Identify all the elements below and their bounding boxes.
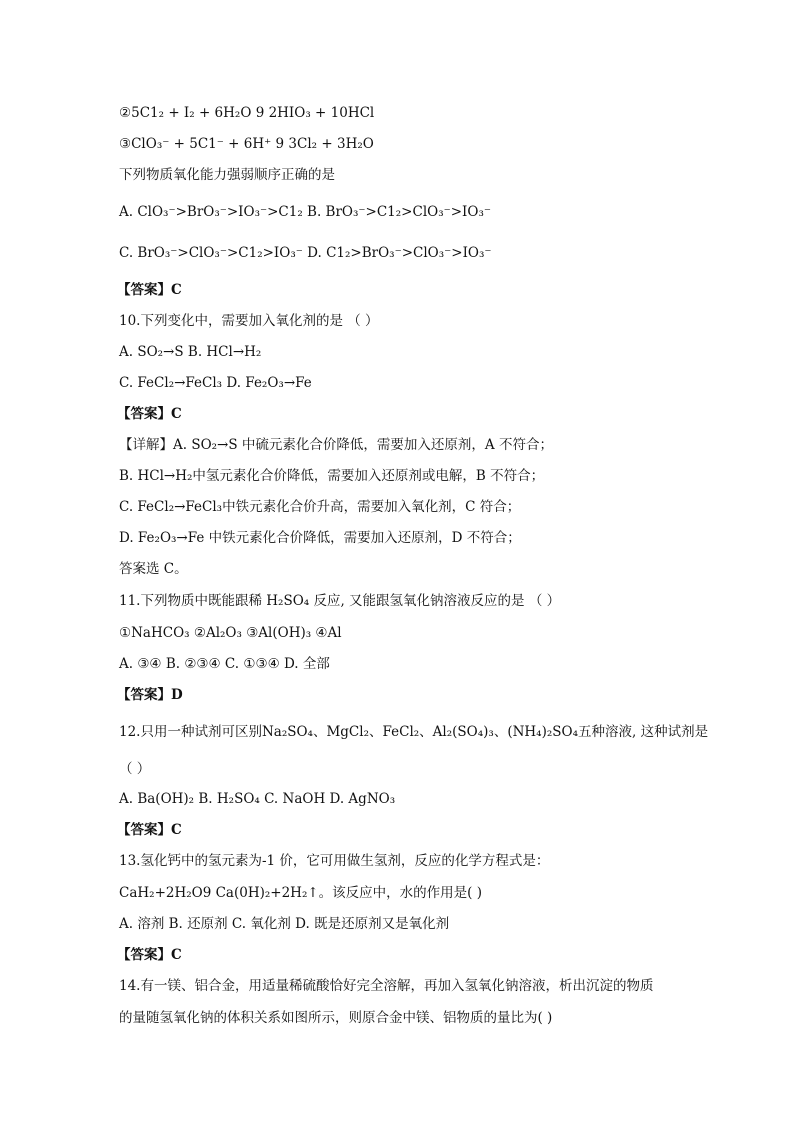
options: A. 溶剂 B. 还原剂 C. 氧化剂 D. 既是还原剂又是氧化剂 xyxy=(119,916,450,932)
question-14: 14.有一镁、铝合金，用适量稀硫酸恰好完全溶解，再加入氢氧化钠溶液，析出沉淀的物质 xyxy=(119,978,654,994)
options: A. Ba(OH)₂ B. H₂SO₄ C. NaOH D. AgNO₃ xyxy=(119,791,396,807)
conclusion: 答案选 C。 xyxy=(119,561,188,577)
equation-2: ②5C1₂ + I₂ + 6H₂O 9 2HIO₃ + 10HCl xyxy=(119,105,375,121)
question-14-cont: 的量随氢氧化钠的体积关系如图所示，则原合金中镁、铝物质的量比为( ) xyxy=(119,1010,553,1026)
question-11: 11.下列物质中既能跟稀 H₂SO₄ 反应, 又能跟氢氧化钠溶液反应的是 （ ） xyxy=(119,593,561,609)
question-13: 13.氢化钙中的氢元素为-1 价，它可用做生氢剂，反应的化学方程式是： xyxy=(119,853,550,869)
explanation-line: C. FeCl₂→FeCl₃中铁元素化合价升高，需要加入氧化剂，C 符合； xyxy=(119,499,521,515)
options-ab: A. SO₂→S B. HCl→H₂ xyxy=(119,344,262,360)
answer: 【答案】C xyxy=(117,947,182,963)
question-12-bracket: （ ） xyxy=(119,761,151,777)
options-ab: A. ClO₃⁻>BrO₃⁻>IO₃⁻>C1₂ B. BrO₃⁻>C1₂>ClO₃⁻>IO₃⁻ xyxy=(119,204,491,220)
question-9-prompt: 下列物质氧化能力强弱顺序正确的是 xyxy=(119,167,335,183)
explanation-line: 【详解】A. SO₂→S 中硫元素化合价降低，需要加入还原剂，A 不符合； xyxy=(119,437,553,453)
options-cd: C. FeCl₂→FeCl₃ D. Fe₂O₃→Fe xyxy=(119,375,312,391)
answer: 【答案】D xyxy=(117,687,183,703)
question-10: 10.下列变化中，需要加入氧化剂的是 （ ） xyxy=(119,313,379,329)
reaction-equation: CaH₂+2H₂O9 Ca(0H)₂+2H₂↑。该反应中，水的作用是( ) xyxy=(119,885,483,901)
answer: 【答案】C xyxy=(117,406,182,422)
options-cd: C. BrO₃⁻>ClO₃⁻>C1₂>IO₃⁻ D. C1₂>BrO₃⁻>ClO₃⁻>IO₃⁻ xyxy=(119,245,492,261)
answer: 【答案】C xyxy=(117,282,182,298)
options: A. ③④ B. ②③④ C. ①③④ D. 全部 xyxy=(119,656,330,672)
explanation-line: D. Fe₂O₃→Fe 中铁元素化合价降低，需要加入还原剂，D 不符合； xyxy=(119,530,521,546)
explanation-line: B. HCl→H₂中氢元素化合价降低，需要加入还原剂或电解，B 不符合； xyxy=(119,468,545,484)
answer: 【答案】C xyxy=(117,822,182,838)
substances-list: ①NaHCO₃ ②Al₂O₃ ③Al(OH)₃ ④Al xyxy=(119,625,342,641)
equation-3: ③ClO₃⁻ + 5C1⁻ + 6H⁺ 9 3Cl₂ + 3H₂O xyxy=(119,136,374,152)
question-12: 12.只用一种试剂可区别Na₂SO₄、MgCl₂、FeCl₂、Al₂(SO₄)₃、(NH₄)₂SO₄五种溶液, 这种试剂是 xyxy=(119,724,709,740)
